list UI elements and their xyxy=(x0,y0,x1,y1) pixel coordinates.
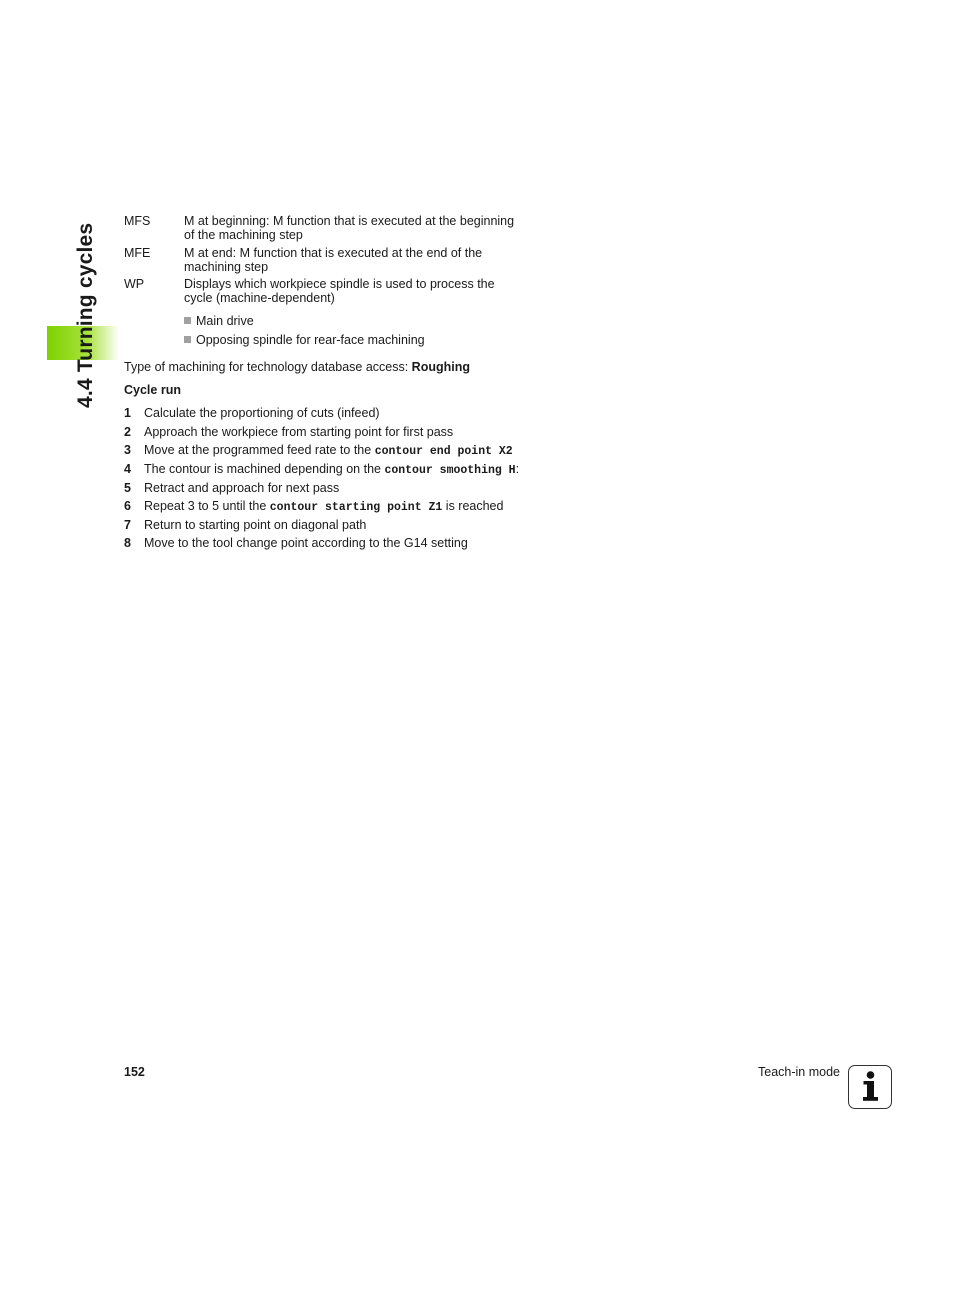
cycle-step-2: 2 Approach the workpiece from starting point for first pass xyxy=(124,425,454,439)
wp-option-opposing-spindle: Opposing spindle for rear-face machining xyxy=(184,333,425,347)
param-term-mfe: MFE xyxy=(124,246,151,260)
param-term-mfs: MFS xyxy=(124,214,151,228)
cycle-run-heading: Cycle run xyxy=(124,383,181,397)
code-contour-starting-point: contour starting point Z1 xyxy=(269,501,443,514)
machining-type-value: Roughing xyxy=(411,360,470,374)
param-desc-mfe: M at end: M function that is executed at the end of the machining step xyxy=(184,246,483,274)
cycle-step-1: 1 Calculate the proportioning of cuts (infeed) xyxy=(124,406,380,420)
param-desc-mfs: M at beginning: M function that is executed at the beginning of the machining step xyxy=(184,214,515,242)
cycle-step-7: 7 Return to starting point on diagonal path xyxy=(124,518,367,532)
info-glyph-icon xyxy=(849,1066,890,1107)
code-contour-end-point: contour end point X2 xyxy=(374,445,513,458)
cycle-step-8: 8 Move to the tool change point according to the G14 setting xyxy=(124,536,468,550)
code-contour-smoothing: contour smoothing H xyxy=(384,464,516,477)
bullet-square-icon xyxy=(184,336,191,343)
param-desc-wp: Displays which workpiece spindle is used to process the cycle (machine-dependent) xyxy=(184,277,495,305)
side-tab-title: 4.4 Turning cycles xyxy=(74,222,97,408)
cycle-step-4: 4 The contour is machined depending on the contour smoothing H: xyxy=(124,462,520,477)
param-term-wp: WP xyxy=(124,277,145,291)
cycle-step-6: 6 Repeat 3 to 5 until the contour starting point Z1 is reached xyxy=(124,499,504,514)
footer-section-title: Teach-in mode xyxy=(758,1065,840,1079)
page-number: 152 xyxy=(124,1065,145,1079)
cycle-step-3: 3 Move at the programmed feed rate to the contour end point X2 xyxy=(124,443,513,458)
info-icon xyxy=(848,1065,892,1109)
cycle-step-5: 5 Retract and approach for next pass xyxy=(124,481,340,495)
bullet-square-icon xyxy=(184,317,191,324)
wp-option-main-drive: Main drive xyxy=(184,314,254,328)
machining-type-line: Type of machining for technology database access: Roughing xyxy=(124,360,470,374)
